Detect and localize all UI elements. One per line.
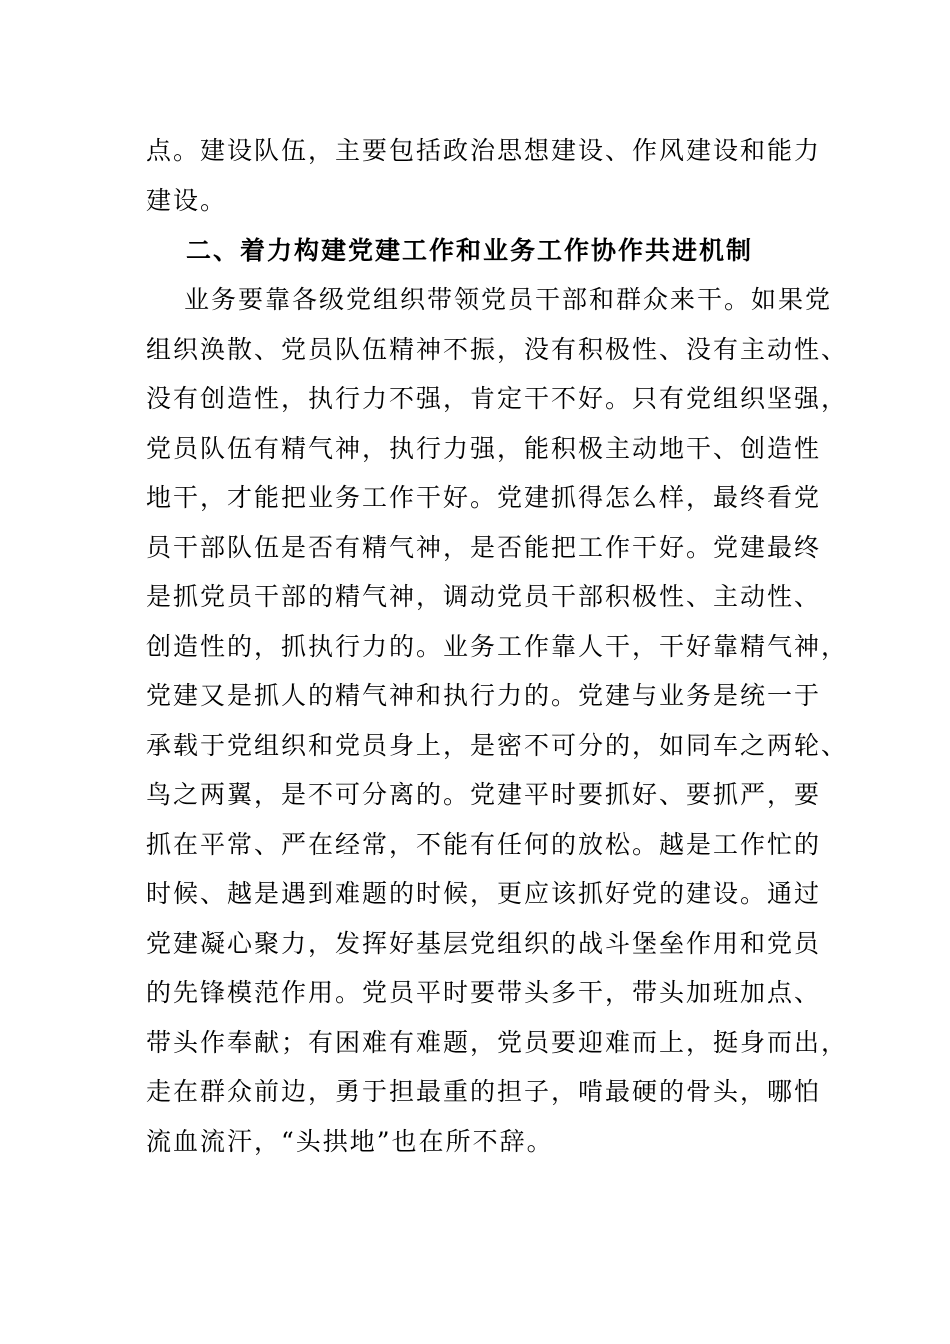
intro-line: 建设。 [146, 186, 228, 215]
body-line: 党建凝心聚力，发挥好基层党组织的战斗堡垒作用和党员 [146, 929, 822, 958]
body-line: 时候、越是遇到难题的时候，更应该抓好党的建设。通过 [146, 879, 822, 908]
body-line: 组织涣散、党员队伍精神不振，没有积极性、没有主动性、 [146, 335, 849, 364]
body-line: 地干，才能把业务工作干好。党建抓得怎么样，最终看党 [146, 483, 822, 512]
body-line: 的先锋模范作用。党员平时要带头多干，带头加班加点、 [146, 978, 822, 1007]
body-line: 党员队伍有精气神，执行力强，能积极主动地干、创造性 [146, 434, 822, 463]
body-line: 鸟之两翼，是不可分离的。党建平时要抓好、要抓严，要 [146, 780, 822, 809]
body-line: 带头作奉献；有困难有难题，党员要迎难而上，挺身而出， [146, 1028, 849, 1057]
body-line: 业务要靠各级党组织带领党员干部和群众来干。如果党 [184, 285, 833, 314]
intro-line: 点。建设队伍，主要包括政治思想建设、作风建设和能力 [146, 136, 822, 165]
body-line: 走在群众前边，勇于担最重的担子，啃最硬的骨头，哪怕 [146, 1077, 822, 1106]
body-line: 抓在平常、严在经常，不能有任何的放松。越是工作忙的 [146, 830, 822, 859]
section-heading: 二、着力构建党建工作和业务工作协作共进机制 [186, 236, 754, 265]
body-line: 员干部队伍是否有精气神，是否能把工作干好。党建最终 [146, 533, 822, 562]
body-line: 没有创造性，执行力不强，肯定干不好。只有党组织坚强， [146, 384, 849, 413]
body-line: 承载于党组织和党员身上，是密不可分的，如同车之两轮、 [146, 731, 849, 760]
body-line: 流血流汗，“头拱地”也在所不辞。 [146, 1127, 554, 1156]
body-line: 创造性的，抓执行力的。业务工作靠人干，干好靠精气神， [146, 632, 849, 661]
body-line: 党建又是抓人的精气神和执行力的。党建与业务是统一于 [146, 681, 822, 710]
body-line: 是抓党员干部的精气神，调动党员干部积极性、主动性、 [146, 582, 822, 611]
